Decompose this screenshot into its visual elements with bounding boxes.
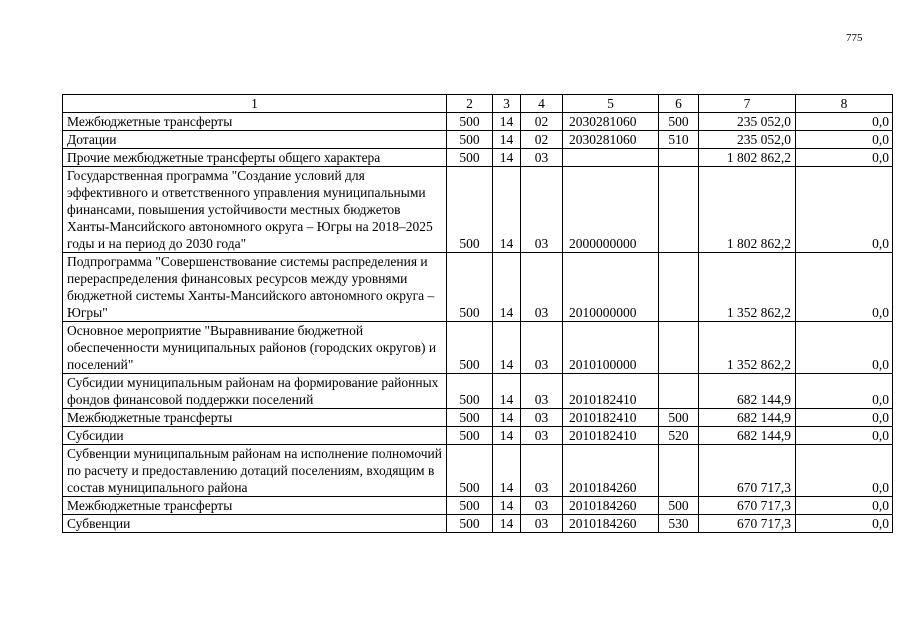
table-row	[63, 427, 893, 445]
row-col2-cell: 500	[447, 427, 493, 445]
row-col7-cell: 682 144,9	[699, 427, 796, 445]
row-col4-cell: 03	[521, 445, 563, 497]
row-col8-cell: 0,0	[796, 515, 893, 533]
row-col4-cell: 03	[521, 167, 563, 253]
row-name-cell: Прочие межбюджетные трансферты общего характера	[63, 149, 447, 167]
row-col7-cell: 682 144,9	[699, 409, 796, 427]
row-col6-cell: 500	[659, 409, 699, 427]
row-col2-cell: 500	[447, 253, 493, 322]
row-col3-cell: 14	[493, 322, 521, 374]
row-col8-cell: 0,0	[796, 253, 893, 322]
row-col4-cell: 03	[521, 427, 563, 445]
row-name-cell: Субсидии	[63, 427, 447, 445]
row-col7-cell: 235 052,0	[699, 131, 796, 149]
row-name-cell: Подпрограмма "Совершенствование системы распределения и перераспределения финансовых ресурсов между уровнями бюджетной системы Ханты-Мансийского автономного округа – Югры"	[63, 253, 447, 322]
row-col6-cell	[659, 322, 699, 374]
header-cell-2: 2	[447, 95, 493, 113]
row-col8-cell: 0,0	[796, 113, 893, 131]
row-col5-cell: 2010182410	[563, 427, 659, 445]
row-col8-cell: 0,0	[796, 497, 893, 515]
row-col3-cell: 14	[493, 515, 521, 533]
row-col2-cell: 500	[447, 149, 493, 167]
header-cell-7: 7	[699, 95, 796, 113]
row-col2-cell: 500	[447, 445, 493, 497]
row-col2-cell: 500	[447, 515, 493, 533]
header-cell-6: 6	[659, 95, 699, 113]
header-cell-8: 8	[796, 95, 893, 113]
row-col7-cell: 1 352 862,2	[699, 253, 796, 322]
row-col4-cell: 03	[521, 322, 563, 374]
table-row	[63, 113, 893, 131]
table-row	[63, 409, 893, 427]
row-col5-cell: 2010100000	[563, 322, 659, 374]
table-row	[63, 253, 893, 322]
row-col7-cell: 670 717,3	[699, 497, 796, 515]
row-name-cell: Государственная программа "Создание условий для эффективного и ответственного управления муниципальными финансами, повышения устойчивости местных бюджетов Ханты-Мансийского автономного округа – Югры на 2018–2025 годы и на период до 2030 года"	[63, 167, 447, 253]
table-row	[63, 515, 893, 533]
row-col5-cell	[563, 149, 659, 167]
table-row	[63, 167, 893, 253]
row-col8-cell: 0,0	[796, 149, 893, 167]
table-row	[63, 445, 893, 497]
row-col5-cell: 2010184260	[563, 515, 659, 533]
row-col3-cell: 14	[493, 167, 521, 253]
budget-table	[62, 94, 893, 533]
row-col4-cell: 02	[521, 113, 563, 131]
row-col4-cell: 03	[521, 409, 563, 427]
row-col3-cell: 14	[493, 149, 521, 167]
row-col2-cell: 500	[447, 497, 493, 515]
row-col6-cell: 500	[659, 497, 699, 515]
row-col5-cell: 2030281060	[563, 113, 659, 131]
row-col6-cell	[659, 445, 699, 497]
row-col7-cell: 235 052,0	[699, 113, 796, 131]
row-col3-cell: 14	[493, 374, 521, 409]
header-cell-1: 1	[63, 95, 447, 113]
row-col3-cell: 14	[493, 253, 521, 322]
row-col6-cell: 510	[659, 131, 699, 149]
row-name-cell: Межбюджетные трансферты	[63, 409, 447, 427]
row-col6-cell: 520	[659, 427, 699, 445]
row-col6-cell	[659, 374, 699, 409]
table-row	[63, 149, 893, 167]
table-row	[63, 322, 893, 374]
row-col5-cell: 2030281060	[563, 131, 659, 149]
row-col2-cell: 500	[447, 113, 493, 131]
row-col2-cell: 500	[447, 167, 493, 253]
row-col5-cell: 2010182410	[563, 374, 659, 409]
row-col8-cell: 0,0	[796, 131, 893, 149]
row-col5-cell: 2000000000	[563, 167, 659, 253]
row-col8-cell: 0,0	[796, 322, 893, 374]
row-col6-cell	[659, 253, 699, 322]
row-col7-cell: 1 802 862,2	[699, 149, 796, 167]
row-col6-cell: 500	[659, 113, 699, 131]
row-name-cell: Дотации	[63, 131, 447, 149]
row-col8-cell: 0,0	[796, 427, 893, 445]
page-number: 775	[846, 32, 863, 44]
row-name-cell: Субвенции муниципальным районам на исполнение полномочий по расчету и предоставлению дотаций поселениям, входящим в состав муниципального района	[63, 445, 447, 497]
row-col4-cell: 02	[521, 131, 563, 149]
row-col4-cell: 03	[521, 374, 563, 409]
row-col7-cell: 1 352 862,2	[699, 322, 796, 374]
row-name-cell: Субсидии муниципальным районам на формирование районных фондов финансовой поддержки поселений	[63, 374, 447, 409]
row-col5-cell: 2010182410	[563, 409, 659, 427]
row-col8-cell: 0,0	[796, 445, 893, 497]
row-name-cell: Межбюджетные трансферты	[63, 497, 447, 515]
row-col4-cell: 03	[521, 515, 563, 533]
row-col5-cell: 2010184260	[563, 497, 659, 515]
row-name-cell: Субвенции	[63, 515, 447, 533]
row-col7-cell: 682 144,9	[699, 374, 796, 409]
header-cell-3: 3	[493, 95, 521, 113]
row-col7-cell: 670 717,3	[699, 445, 796, 497]
header-row	[63, 95, 893, 113]
row-col2-cell: 500	[447, 409, 493, 427]
header-cell-5: 5	[563, 95, 659, 113]
row-col3-cell: 14	[493, 113, 521, 131]
row-col5-cell: 2010000000	[563, 253, 659, 322]
table-row	[63, 131, 893, 149]
row-col3-cell: 14	[493, 427, 521, 445]
row-col8-cell: 0,0	[796, 409, 893, 427]
row-col2-cell: 500	[447, 131, 493, 149]
row-col7-cell: 1 802 862,2	[699, 167, 796, 253]
row-col6-cell: 530	[659, 515, 699, 533]
row-col3-cell: 14	[493, 445, 521, 497]
row-col8-cell: 0,0	[796, 167, 893, 253]
table-body	[63, 113, 893, 533]
row-name-cell: Основное мероприятие "Выравнивание бюджетной обеспеченности муниципальных районов (городских округов) и поселений"	[63, 322, 447, 374]
row-col6-cell	[659, 167, 699, 253]
row-col4-cell: 03	[521, 497, 563, 515]
row-col3-cell: 14	[493, 497, 521, 515]
row-col6-cell	[659, 149, 699, 167]
row-col5-cell: 2010184260	[563, 445, 659, 497]
table-row	[63, 374, 893, 409]
row-col8-cell: 0,0	[796, 374, 893, 409]
row-col3-cell: 14	[493, 409, 521, 427]
table-row	[63, 497, 893, 515]
row-name-cell: Межбюджетные трансферты	[63, 113, 447, 131]
row-col2-cell: 500	[447, 322, 493, 374]
row-col3-cell: 14	[493, 131, 521, 149]
row-col7-cell: 670 717,3	[699, 515, 796, 533]
header-cell-4: 4	[521, 95, 563, 113]
row-col4-cell: 03	[521, 149, 563, 167]
row-col2-cell: 500	[447, 374, 493, 409]
row-col4-cell: 03	[521, 253, 563, 322]
